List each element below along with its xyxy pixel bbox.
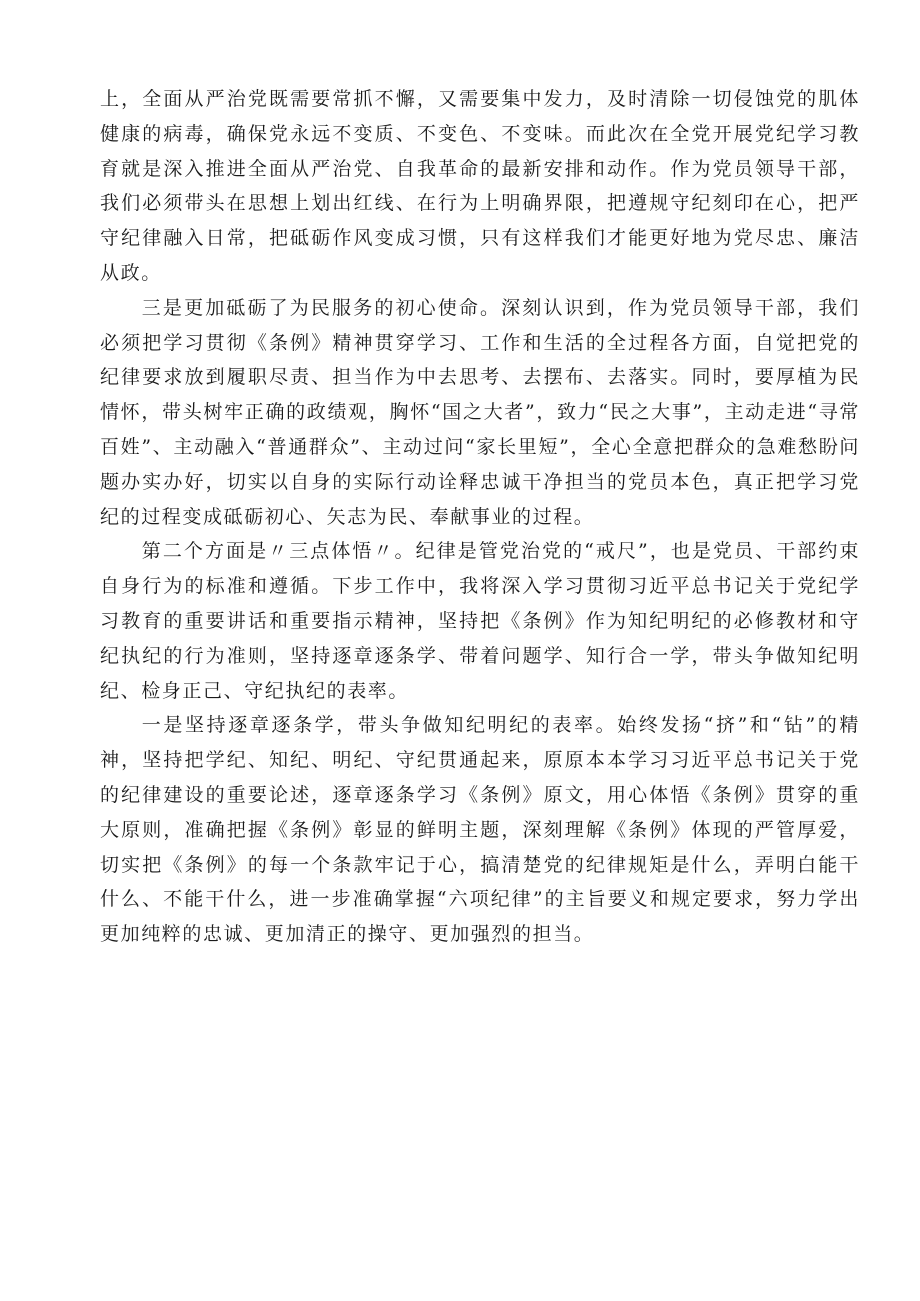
paragraph-point-one: 一是坚持逐章逐条学，带头争做知纪明纪的表率。始终发扬“挤”和“钻”的精神，坚持把学纪、知纪、明纪、守纪贯通起来，原原本本学习习近平总书记关于党的纪律建设的重要论述，逐章逐条学习《条例》原文，用心体悟《条例》贯穿的重大原则，准确把握《条例》彰显的鲜明主题，深刻理解《条例》体现的严管厚爱，切实把《条例》的每一个条款牢记于心，搞清楚党的纪律规矩是什么，弄明白能干什么、不能干什么，进一步准确掌握“六项纪律”的主旨要义和规定要求，努力学出更加纯粹的忠诚、更加清正的操守、更加强烈的担当。 — [100, 714, 860, 946]
paragraph-continuation: 上，全面从严治党既需要常抓不懈，又需要集中发力，及时清除一切侵蚀党的肌体健康的病毒，确保党永远不变质、不变色、不变味。而此次在全党开展党纪学习教育就是深入推进全面从严治党、自我革命的最新安排和动作。作为党员领导干部，我们必须带头在思想上划出红线、在行为上明确界限，把遵规守纪刻印在心，把严守纪律融入日常，把砥砺作风变成习惯，只有这样我们才能更好地为党尽忠、廉洁从政。 — [100, 88, 860, 284]
paragraph-section-two: 第二个方面是〃三点体悟〃。纪律是管党治党的“戒尺”，也是党员、干部约束自身行为的标准和遵循。下步工作中，我将深入学习贯彻习近平总书记关于党纪学习教育的重要讲话和重要指示精神，坚持把《条例》作为知纪明纪的必修教材和守纪执纪的行为准则，坚持逐章逐条学、带着问题学、知行合一学，带头争做知纪明纪、检身正己、守纪执纪的表率。 — [100, 540, 860, 702]
paragraph-point-three: 三是更加砥砺了为民服务的初心使命。深刻认识到，作为党员领导干部，我们必须把学习贯彻《条例》精神贯穿学习、工作和生活的全过程各方面，自觉把党的纪律要求放到履职尽责、担当作为中去思考、去摆布、去落实。同时，要厚植为民情怀，带头树牢正确的政绩观，胸怀“国之大者”，致力“民之大事”，主动走进“寻常百姓”、主动融入“普通群众”、主动过问“家长里短”，全心全意把群众的急难愁盼问题办实办好，切实以自身的实际行动诠释忠诚干净担当的党员本色，真正把学习党纪的过程变成砥砺初心、矢志为民、奉献事业的过程。 — [100, 296, 860, 528]
